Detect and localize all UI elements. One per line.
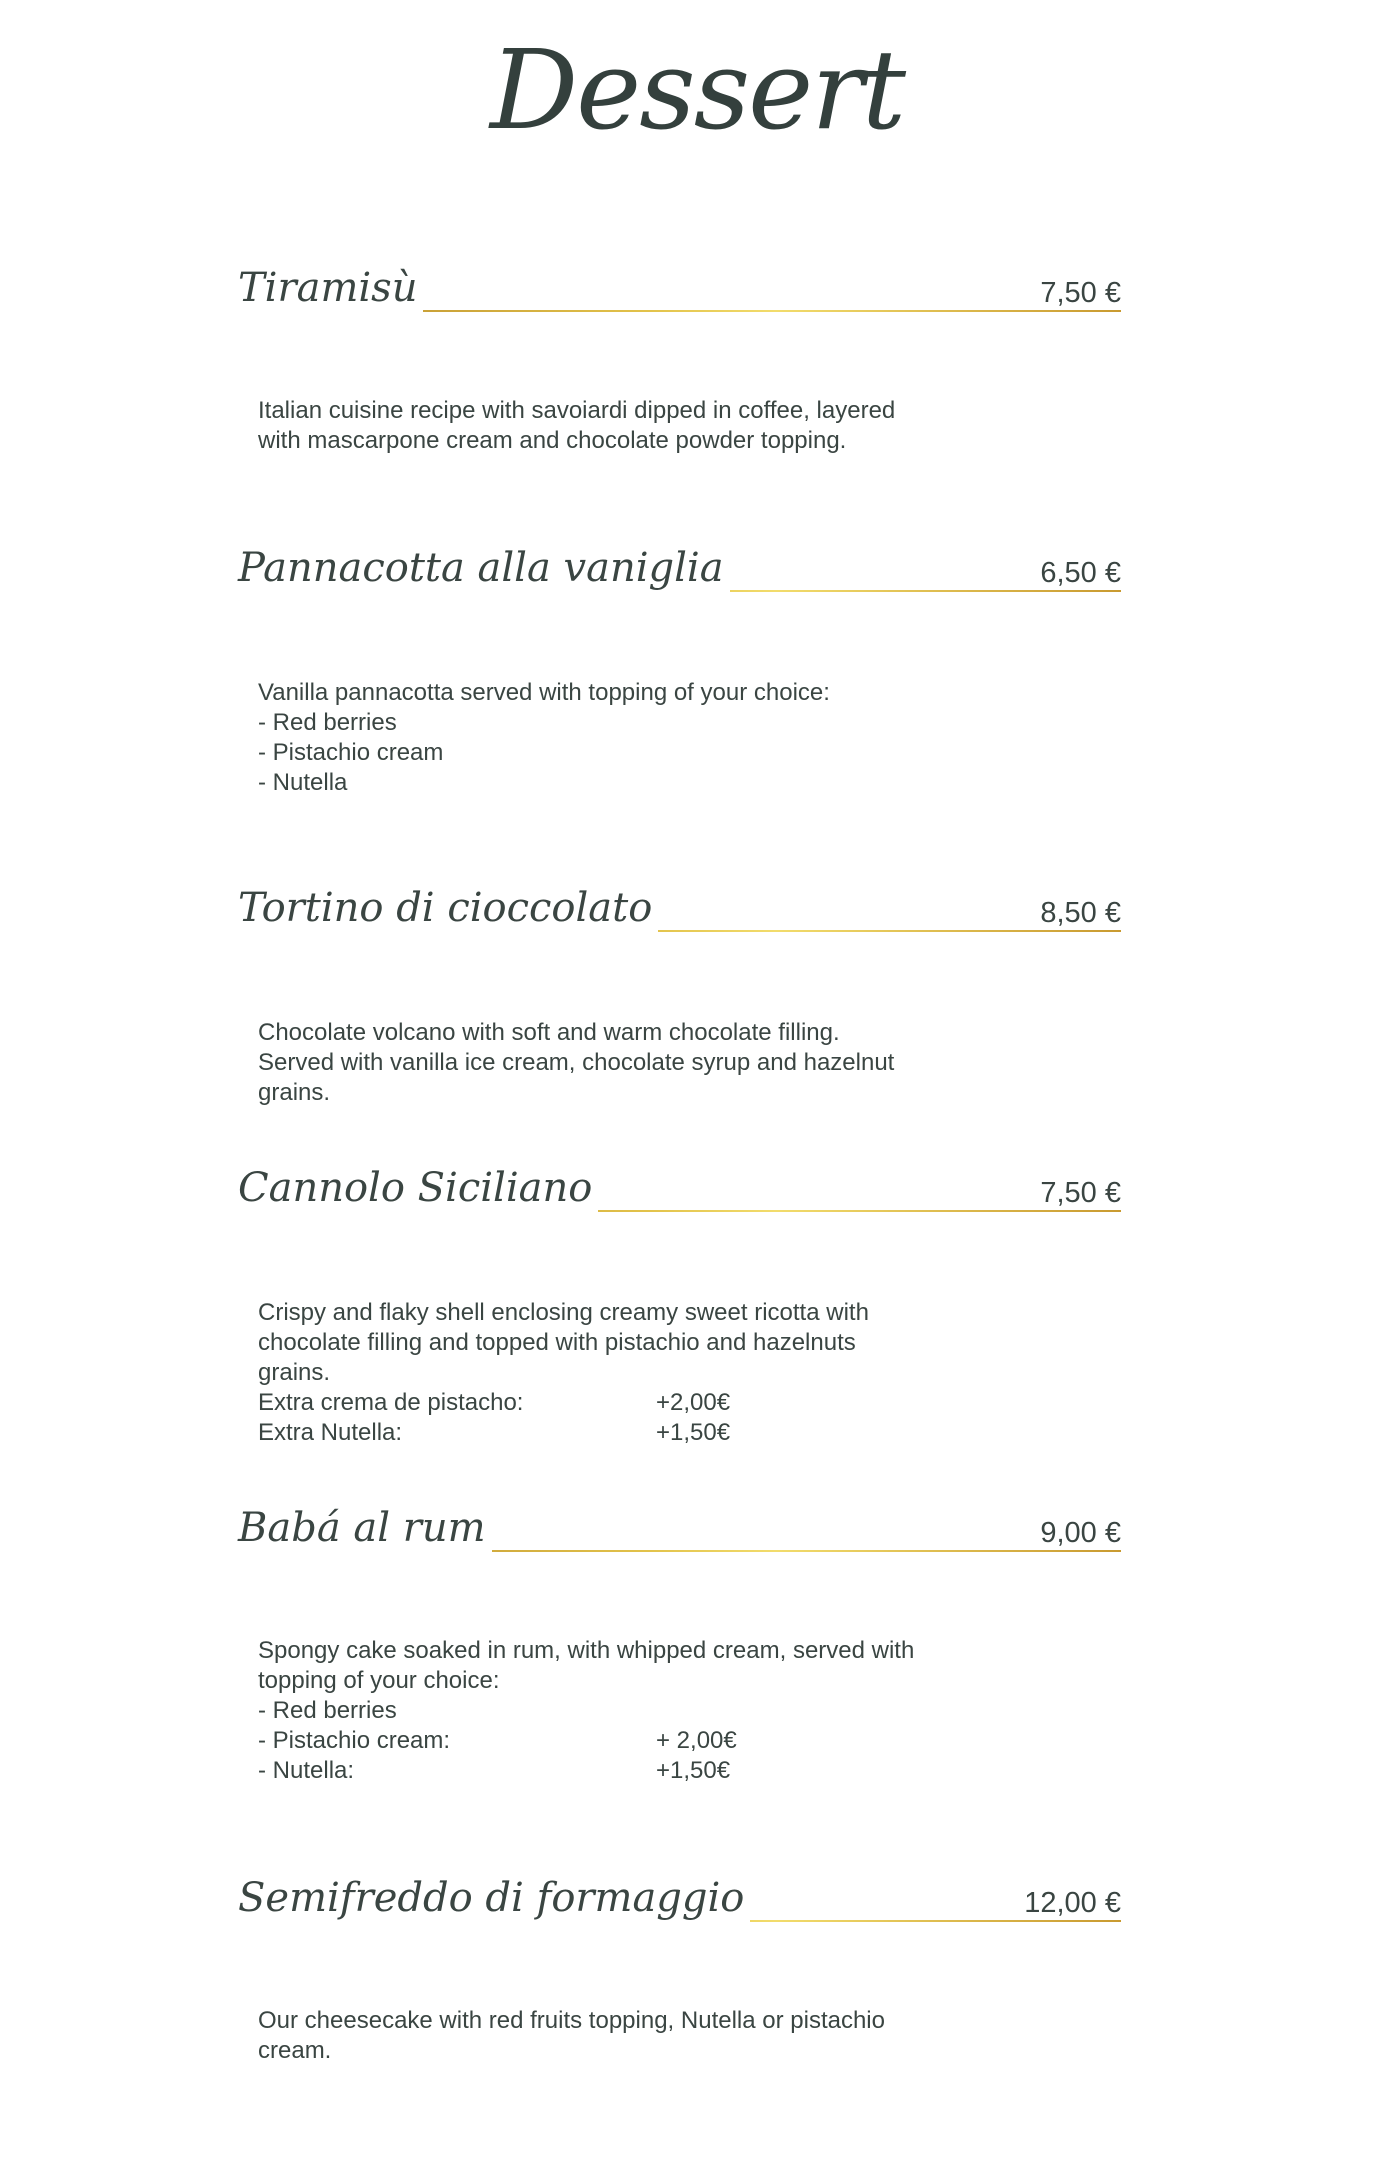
menu-item-description-tiramisu — [258, 396, 1038, 456]
extra-label: Extra crema de pistacho: — [258, 1389, 524, 1416]
extra-price: +1,50€ — [656, 1757, 731, 1784]
menu-item-description-cannolo — [258, 1298, 1038, 1448]
menu-item-price: 6,50 € — [1034, 556, 1121, 590]
menu-item-description-tortino — [258, 1018, 1038, 1108]
description-line: grains. — [258, 1079, 331, 1106]
description-line: Served with vanilla ice cream, chocolate syrup and hazelnut — [258, 1049, 895, 1076]
extra-label: - Pistachio cream: — [258, 1727, 451, 1754]
description-line: Italian cuisine recipe with savoiardi dipped in coffee, layered — [258, 397, 896, 424]
menu-item-header-cannolo — [238, 1154, 1121, 1214]
menu-item-name: Tiramisù — [238, 264, 423, 312]
menu-item-name: Babá al rum — [238, 1504, 492, 1552]
description-line: Our cheesecake with red fruits topping, Nutella or pistachio — [258, 2007, 885, 2034]
menu-item-price: 8,50 € — [1034, 896, 1121, 930]
extra-row — [258, 1388, 1038, 1418]
extra-row — [258, 1418, 1038, 1448]
menu-item-price: 12,00 € — [1018, 1886, 1121, 1920]
description-line: Spongy cake soaked in rum, with whipped cream, served with — [258, 1637, 915, 1664]
description-line: Crispy and flaky shell enclosing creamy sweet ricotta with — [258, 1299, 869, 1326]
extra-price: +1,50€ — [656, 1419, 731, 1446]
description-line: - Red berries — [258, 709, 397, 736]
menu-item-name: Tortino di cioccolato — [238, 884, 658, 932]
description-line: - Nutella — [258, 769, 348, 796]
menu-item-header-tortino — [238, 874, 1121, 934]
description-line: with mascarpone cream and chocolate powder topping. — [258, 427, 847, 454]
menu-item-description-baba — [258, 1636, 1038, 1786]
description-line: chocolate filling and topped with pistachio and hazelnuts — [258, 1329, 856, 1356]
extra-row — [258, 1726, 1038, 1756]
extra-price: + 2,00€ — [656, 1727, 737, 1754]
description-line: - Pistachio cream — [258, 739, 444, 766]
description-line: Vanilla pannacotta served with topping of your choice: — [258, 679, 830, 706]
menu-item-description-pannacotta — [258, 678, 1038, 798]
menu-item-header-baba — [238, 1494, 1121, 1554]
extra-label: - Nutella: — [258, 1757, 355, 1784]
description-line: cream. — [258, 2037, 332, 2064]
description-line: grains. — [258, 1359, 331, 1386]
menu-item-header-pannacotta — [238, 534, 1121, 594]
menu-item-description-semifreddo — [258, 2006, 1038, 2066]
description-line: - Red berries — [258, 1697, 397, 1724]
menu-item-name: Pannacotta alla vaniglia — [238, 544, 730, 592]
menu-item-name: Cannolo Siciliano — [238, 1164, 598, 1212]
extra-label: Extra Nutella: — [258, 1419, 403, 1446]
description-line: topping of your choice: — [258, 1667, 500, 1694]
menu-item-header-tiramisu — [238, 254, 1121, 314]
menu-item-header-semifreddo — [238, 1864, 1121, 1924]
menu-item-price: 9,00 € — [1034, 1516, 1121, 1550]
description-line: Chocolate volcano with soft and warm chocolate filling. — [258, 1019, 840, 1046]
menu-item-name: Semifreddo di formaggio — [238, 1874, 750, 1922]
page-title: Dessert — [489, 26, 905, 154]
menu-item-price: 7,50 € — [1034, 276, 1121, 310]
menu-item-price: 7,50 € — [1034, 1176, 1121, 1210]
extra-price: +2,00€ — [656, 1389, 731, 1416]
extra-row — [258, 1756, 1038, 1786]
